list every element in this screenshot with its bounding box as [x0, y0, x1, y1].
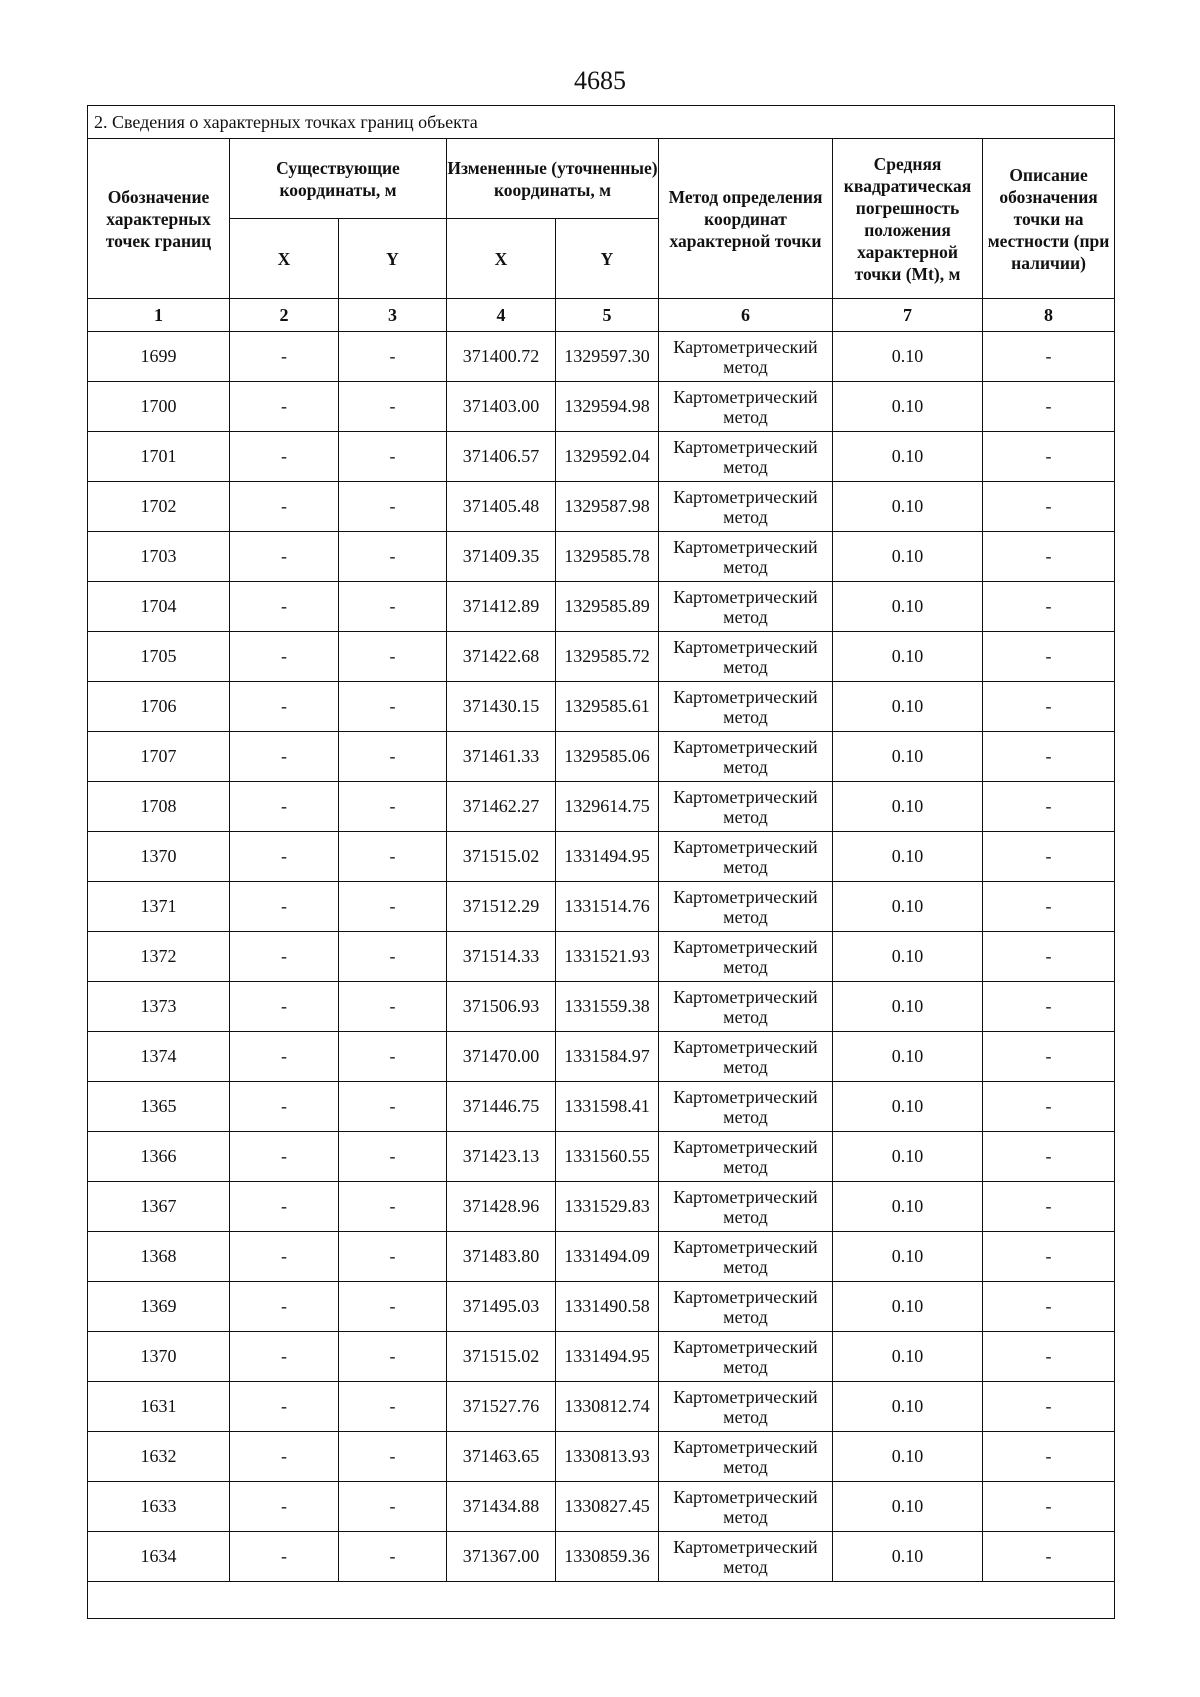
point-cell: 1365 — [88, 1082, 230, 1132]
existing-y-cell: - — [339, 932, 447, 982]
method-cell: Картометрический метод — [659, 1332, 833, 1382]
changed-x-cell: 371405.48 — [447, 482, 556, 532]
changed-y-cell: 1331514.76 — [556, 882, 659, 932]
description-cell: - — [983, 1132, 1115, 1182]
table-row — [88, 982, 1115, 1032]
table-row — [88, 1482, 1115, 1532]
existing-y-cell: - — [339, 1132, 447, 1182]
point-cell: 1699 — [88, 332, 230, 382]
existing-y-cell: - — [339, 1532, 447, 1582]
changed-x-cell: 371527.76 — [447, 1382, 556, 1432]
point-cell: 1633 — [88, 1482, 230, 1532]
rms-error-cell: 0.10 — [833, 432, 983, 482]
table-row — [88, 432, 1115, 482]
rms-error-cell: 0.10 — [833, 1282, 983, 1332]
rms-error-cell: 0.10 — [833, 832, 983, 882]
point-cell: 1370 — [88, 1332, 230, 1382]
changed-y-cell: 1329585.89 — [556, 582, 659, 632]
table-row — [88, 382, 1115, 432]
point-cell: 1701 — [88, 432, 230, 482]
rms-error-cell: 0.10 — [833, 1232, 983, 1282]
rms-error-cell: 0.10 — [833, 482, 983, 532]
rms-error-cell: 0.10 — [833, 1332, 983, 1382]
table-row — [88, 482, 1115, 532]
existing-y-cell: - — [339, 682, 447, 732]
changed-y-cell: 1330859.36 — [556, 1532, 659, 1582]
changed-x-cell: 371428.96 — [447, 1182, 556, 1232]
existing-y-cell: - — [339, 982, 447, 1032]
changed-y-cell: 1331494.95 — [556, 1332, 659, 1382]
table-row — [88, 932, 1115, 982]
method-cell: Картометрический метод — [659, 1032, 833, 1082]
existing-x-cell: - — [230, 882, 339, 932]
column-number-row — [88, 299, 1115, 332]
existing-y-cell: - — [339, 382, 447, 432]
column-number: 3 — [339, 299, 447, 332]
existing-x-cell: - — [230, 332, 339, 382]
description-cell: - — [983, 1232, 1115, 1282]
existing-x-cell: - — [230, 1032, 339, 1082]
existing-y-cell: - — [339, 832, 447, 882]
header-changed-coords: Измененные (уточненные) координаты, м — [447, 139, 659, 219]
description-cell: - — [983, 532, 1115, 582]
changed-x-cell: 371422.68 — [447, 632, 556, 682]
method-cell: Картометрический метод — [659, 982, 833, 1032]
column-number: 7 — [833, 299, 983, 332]
existing-y-cell: - — [339, 1332, 447, 1382]
changed-x-cell: 371412.89 — [447, 582, 556, 632]
column-number: 8 — [983, 299, 1115, 332]
rms-error-cell: 0.10 — [833, 782, 983, 832]
description-cell: - — [983, 1082, 1115, 1132]
column-number: 6 — [659, 299, 833, 332]
existing-x-cell: - — [230, 682, 339, 732]
method-cell: Картометрический метод — [659, 632, 833, 682]
changed-y-cell: 1329585.61 — [556, 682, 659, 732]
existing-x-cell: - — [230, 932, 339, 982]
existing-y-cell: - — [339, 632, 447, 682]
description-cell: - — [983, 1532, 1115, 1582]
rms-error-cell: 0.10 — [833, 382, 983, 432]
changed-x-cell: 371446.75 — [447, 1082, 556, 1132]
changed-x-cell: 371515.02 — [447, 832, 556, 882]
changed-y-cell: 1329614.75 — [556, 782, 659, 832]
table-row — [88, 332, 1115, 382]
existing-y-cell: - — [339, 1032, 447, 1082]
description-cell: - — [983, 432, 1115, 482]
method-cell: Картометрический метод — [659, 382, 833, 432]
changed-y-cell: 1329594.98 — [556, 382, 659, 432]
header-changed-x: X — [447, 219, 556, 299]
changed-x-cell: 371515.02 — [447, 1332, 556, 1382]
existing-x-cell: - — [230, 1382, 339, 1432]
changed-y-cell: 1329585.78 — [556, 532, 659, 582]
existing-x-cell: - — [230, 532, 339, 582]
table-row — [88, 1432, 1115, 1482]
point-cell: 1368 — [88, 1232, 230, 1282]
changed-x-cell: 371463.65 — [447, 1432, 556, 1482]
point-cell: 1366 — [88, 1132, 230, 1182]
changed-x-cell: 371470.00 — [447, 1032, 556, 1082]
method-cell: Картометрический метод — [659, 432, 833, 482]
existing-y-cell: - — [339, 782, 447, 832]
description-cell: - — [983, 1432, 1115, 1482]
rms-error-cell: 0.10 — [833, 882, 983, 932]
header-point-designation: Обозначение характерных точек границ — [88, 139, 230, 299]
existing-x-cell: - — [230, 1282, 339, 1332]
empty-footer-row — [88, 1582, 1115, 1619]
changed-y-cell: 1329592.04 — [556, 432, 659, 482]
method-cell: Картометрический метод — [659, 582, 833, 632]
method-cell: Картометрический метод — [659, 832, 833, 882]
description-cell: - — [983, 932, 1115, 982]
description-cell: - — [983, 1332, 1115, 1382]
existing-x-cell: - — [230, 1332, 339, 1382]
existing-x-cell: - — [230, 1532, 339, 1582]
existing-x-cell: - — [230, 1432, 339, 1482]
description-cell: - — [983, 732, 1115, 782]
method-cell: Картометрический метод — [659, 732, 833, 782]
method-cell: Картометрический метод — [659, 932, 833, 982]
existing-y-cell: - — [339, 532, 447, 582]
changed-x-cell: 371423.13 — [447, 1132, 556, 1182]
existing-y-cell: - — [339, 1282, 447, 1332]
table-row — [88, 532, 1115, 582]
point-cell: 1374 — [88, 1032, 230, 1082]
changed-y-cell: 1329597.30 — [556, 332, 659, 382]
changed-x-cell: 371400.72 — [447, 332, 556, 382]
changed-y-cell: 1330827.45 — [556, 1482, 659, 1532]
header-changed-y: Y — [556, 219, 659, 299]
description-cell: - — [983, 832, 1115, 882]
rms-error-cell: 0.10 — [833, 1482, 983, 1532]
rms-error-cell: 0.10 — [833, 1182, 983, 1232]
rms-error-cell: 0.10 — [833, 682, 983, 732]
existing-x-cell: - — [230, 982, 339, 1032]
method-cell: Картометрический метод — [659, 1382, 833, 1432]
existing-x-cell: - — [230, 482, 339, 532]
rms-error-cell: 0.10 — [833, 1132, 983, 1182]
changed-y-cell: 1330812.74 — [556, 1382, 659, 1432]
description-cell: - — [983, 582, 1115, 632]
table-row — [88, 1332, 1115, 1382]
changed-x-cell: 371506.93 — [447, 982, 556, 1032]
changed-y-cell: 1331529.83 — [556, 1182, 659, 1232]
boundary-points-table — [87, 105, 1115, 1619]
point-cell: 1705 — [88, 632, 230, 682]
existing-x-cell: - — [230, 1182, 339, 1232]
point-cell: 1367 — [88, 1182, 230, 1232]
rms-error-cell: 0.10 — [833, 1432, 983, 1482]
table-row — [88, 882, 1115, 932]
table-row — [88, 1132, 1115, 1182]
changed-y-cell: 1331521.93 — [556, 932, 659, 982]
rms-error-cell: 0.10 — [833, 982, 983, 1032]
existing-y-cell: - — [339, 582, 447, 632]
rms-error-cell: 0.10 — [833, 932, 983, 982]
header-rms-error: Средняя квадратическая погрешность положения характерной точки (Mt), м — [833, 139, 983, 299]
point-cell: 1373 — [88, 982, 230, 1032]
changed-y-cell: 1331490.58 — [556, 1282, 659, 1332]
method-cell: Картометрический метод — [659, 1482, 833, 1532]
header-existing-x: X — [230, 219, 339, 299]
method-cell: Картометрический метод — [659, 532, 833, 582]
point-cell: 1631 — [88, 1382, 230, 1432]
method-cell: Картометрический метод — [659, 682, 833, 732]
rms-error-cell: 0.10 — [833, 582, 983, 632]
rms-error-cell: 0.10 — [833, 1532, 983, 1582]
rms-error-cell: 0.10 — [833, 1032, 983, 1082]
column-number: 1 — [88, 299, 230, 332]
table-body — [88, 332, 1115, 1582]
point-cell: 1700 — [88, 382, 230, 432]
description-cell: - — [983, 1032, 1115, 1082]
existing-x-cell: - — [230, 632, 339, 682]
existing-y-cell: - — [339, 1182, 447, 1232]
point-cell: 1703 — [88, 532, 230, 582]
point-cell: 1370 — [88, 832, 230, 882]
changed-x-cell: 371512.29 — [447, 882, 556, 932]
changed-x-cell: 371430.15 — [447, 682, 556, 732]
description-cell: - — [983, 1482, 1115, 1532]
column-number: 2 — [230, 299, 339, 332]
method-cell: Картометрический метод — [659, 1082, 833, 1132]
section-title: 2. Сведения о характерных точках границ объекта — [88, 106, 1115, 139]
existing-x-cell: - — [230, 782, 339, 832]
existing-x-cell: - — [230, 382, 339, 432]
point-cell: 1704 — [88, 582, 230, 632]
column-number: 5 — [556, 299, 659, 332]
method-cell: Картометрический метод — [659, 1132, 833, 1182]
table-row — [88, 582, 1115, 632]
existing-y-cell: - — [339, 432, 447, 482]
table-row — [88, 1532, 1115, 1582]
description-cell: - — [983, 332, 1115, 382]
header-description: Описание обозначения точки на местности (при наличии) — [983, 139, 1115, 299]
table-row — [88, 1182, 1115, 1232]
changed-x-cell: 371514.33 — [447, 932, 556, 982]
column-number: 4 — [447, 299, 556, 332]
existing-y-cell: - — [339, 882, 447, 932]
table-row — [88, 732, 1115, 782]
table-row — [88, 1082, 1115, 1132]
table-row — [88, 782, 1115, 832]
point-cell: 1702 — [88, 482, 230, 532]
table-row — [88, 682, 1115, 732]
table-row — [88, 832, 1115, 882]
existing-y-cell: - — [339, 1482, 447, 1532]
changed-x-cell: 371461.33 — [447, 732, 556, 782]
header-existing-coords: Существующие координаты, м — [230, 139, 447, 219]
changed-x-cell: 371403.00 — [447, 382, 556, 432]
description-cell: - — [983, 1182, 1115, 1232]
table-row — [88, 1232, 1115, 1282]
changed-x-cell: 371434.88 — [447, 1482, 556, 1532]
changed-y-cell: 1331494.09 — [556, 1232, 659, 1282]
changed-y-cell: 1331559.38 — [556, 982, 659, 1032]
existing-y-cell: - — [339, 1232, 447, 1282]
changed-y-cell: 1331598.41 — [556, 1082, 659, 1132]
point-cell: 1706 — [88, 682, 230, 732]
existing-x-cell: - — [230, 832, 339, 882]
changed-y-cell: 1331560.55 — [556, 1132, 659, 1182]
point-cell: 1634 — [88, 1532, 230, 1582]
point-cell: 1369 — [88, 1282, 230, 1332]
description-cell: - — [983, 782, 1115, 832]
table-row — [88, 632, 1115, 682]
description-cell: - — [983, 632, 1115, 682]
description-cell: - — [983, 1382, 1115, 1432]
changed-y-cell: 1329585.06 — [556, 732, 659, 782]
changed-x-cell: 371462.27 — [447, 782, 556, 832]
existing-x-cell: - — [230, 1132, 339, 1182]
changed-x-cell: 371495.03 — [447, 1282, 556, 1332]
rms-error-cell: 0.10 — [833, 732, 983, 782]
existing-x-cell: - — [230, 1232, 339, 1282]
description-cell: - — [983, 882, 1115, 932]
description-cell: - — [983, 1282, 1115, 1332]
rms-error-cell: 0.10 — [833, 1382, 983, 1432]
table-row — [88, 1382, 1115, 1432]
method-cell: Картометрический метод — [659, 482, 833, 532]
rms-error-cell: 0.10 — [833, 1082, 983, 1132]
description-cell: - — [983, 482, 1115, 532]
description-cell: - — [983, 682, 1115, 732]
existing-y-cell: - — [339, 1382, 447, 1432]
rms-error-cell: 0.10 — [833, 332, 983, 382]
header-method: Метод определения координат характерной точки — [659, 139, 833, 299]
empty-cell — [88, 1582, 1115, 1619]
point-cell: 1371 — [88, 882, 230, 932]
point-cell: 1632 — [88, 1432, 230, 1482]
existing-x-cell: - — [230, 582, 339, 632]
changed-x-cell: 371367.00 — [447, 1532, 556, 1582]
method-cell: Картометрический метод — [659, 1532, 833, 1582]
rms-error-cell: 0.10 — [833, 632, 983, 682]
method-cell: Картометрический метод — [659, 1232, 833, 1282]
method-cell: Картометрический метод — [659, 1182, 833, 1232]
method-cell: Картометрический метод — [659, 882, 833, 932]
changed-y-cell: 1331584.97 — [556, 1032, 659, 1082]
description-cell: - — [983, 382, 1115, 432]
existing-y-cell: - — [339, 732, 447, 782]
changed-x-cell: 371406.57 — [447, 432, 556, 482]
changed-x-cell: 371483.80 — [447, 1232, 556, 1282]
existing-x-cell: - — [230, 732, 339, 782]
existing-x-cell: - — [230, 432, 339, 482]
point-cell: 1708 — [88, 782, 230, 832]
method-cell: Картометрический метод — [659, 782, 833, 832]
point-cell: 1372 — [88, 932, 230, 982]
method-cell: Картометрический метод — [659, 332, 833, 382]
header-existing-y: Y — [339, 219, 447, 299]
changed-y-cell: 1329587.98 — [556, 482, 659, 532]
existing-y-cell: - — [339, 1432, 447, 1482]
method-cell: Картометрический метод — [659, 1432, 833, 1482]
existing-x-cell: - — [230, 1482, 339, 1532]
changed-y-cell: 1331494.95 — [556, 832, 659, 882]
changed-y-cell: 1329585.72 — [556, 632, 659, 682]
page-number: 4685 — [574, 66, 626, 95]
table-row — [88, 1282, 1115, 1332]
rms-error-cell: 0.10 — [833, 532, 983, 582]
existing-y-cell: - — [339, 1082, 447, 1132]
existing-y-cell: - — [339, 482, 447, 532]
changed-y-cell: 1330813.93 — [556, 1432, 659, 1482]
changed-x-cell: 371409.35 — [447, 532, 556, 582]
existing-x-cell: - — [230, 1082, 339, 1132]
method-cell: Картометрический метод — [659, 1282, 833, 1332]
table-row — [88, 1032, 1115, 1082]
existing-y-cell: - — [339, 332, 447, 382]
point-cell: 1707 — [88, 732, 230, 782]
description-cell: - — [983, 982, 1115, 1032]
